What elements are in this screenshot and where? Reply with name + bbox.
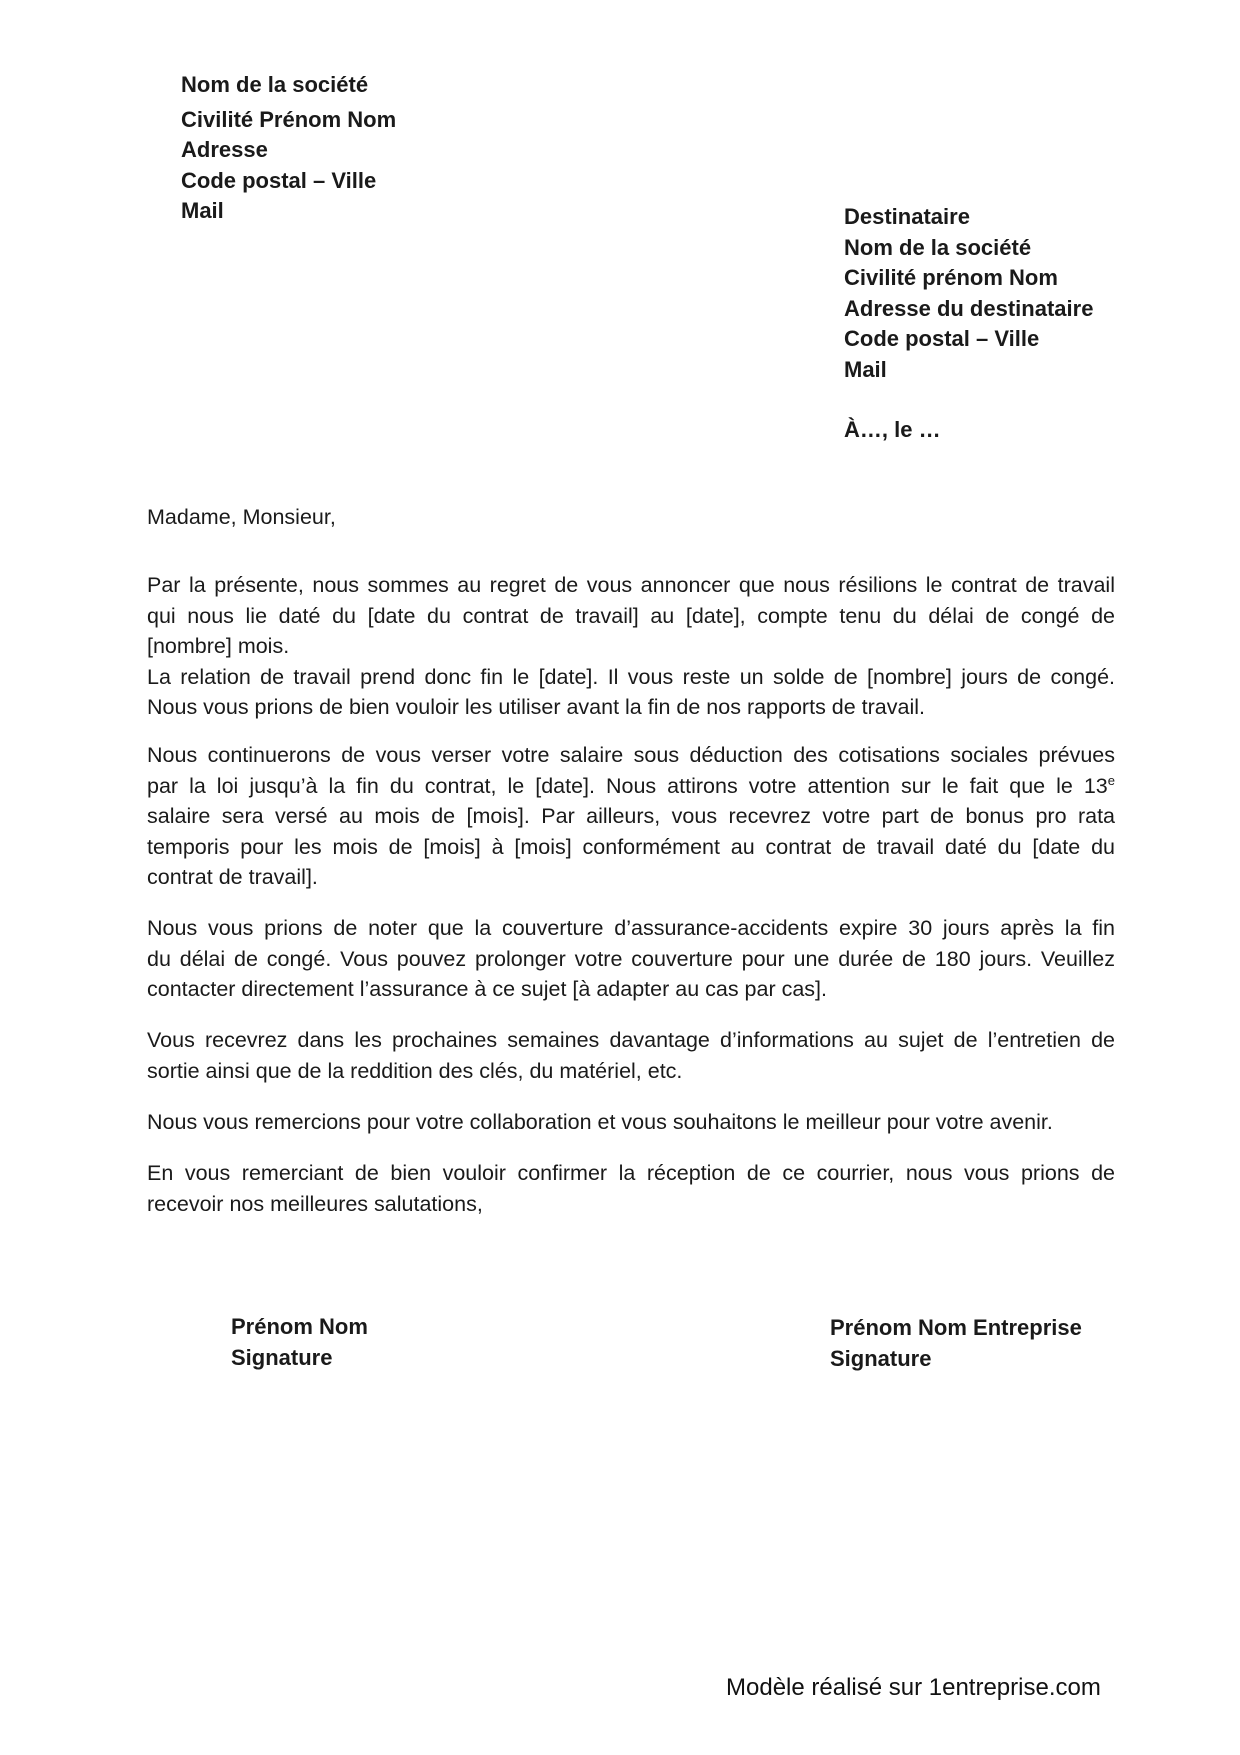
- signature-right-name: Prénom Nom Entreprise: [830, 1315, 1082, 1340]
- recipient-company: Nom de la société: [844, 234, 1032, 260]
- paragraph-line-text: par la loi jusqu’à la fin du contrat, le [date]. Nous attirons votre attention sur le fait que le 13: [147, 773, 1108, 798]
- salutation: Madame, Monsieur,: [147, 505, 336, 529]
- paragraph-termination: [147, 570, 1115, 723]
- signature-left-name: Prénom Nom: [231, 1314, 368, 1339]
- sender-address: Adresse: [181, 137, 268, 162]
- paragraph-salary: [147, 740, 1115, 893]
- recipient-block: [844, 202, 1093, 446]
- paragraph-thanks: [147, 1107, 1115, 1138]
- sender-mail: Mail: [181, 198, 224, 223]
- paragraph-line: Par la présente, nous sommes au regret de vous annoncer que nous résilions le contrat de travail: [147, 573, 1115, 597]
- paragraph-line: Vous recevrez dans les prochaines semaines davantage d’informations au sujet de l’entretien de: [147, 1028, 1115, 1052]
- paragraph-exit-interview: [147, 1025, 1115, 1086]
- paragraph-line: Nous vous prions de bien vouloir les utiliser avant la fin de nos rapports de travail.: [147, 695, 925, 719]
- paragraph-line: [147, 771, 1115, 802]
- paragraph-line: Nous vous prions de noter que la couverture d’assurance-accidents expire 30 jours après la fin: [147, 916, 1115, 940]
- paragraph-insurance: [147, 913, 1115, 1005]
- paragraph-line: temporis pour les mois de [mois] à [mois] conformément au contrat de travail daté du [date du: [147, 834, 1115, 859]
- sender-city: Code postal – Ville: [181, 167, 377, 193]
- paragraph-line: sortie ainsi que de la reddition des clés, du matériel, etc.: [147, 1058, 683, 1083]
- recipient-city: Code postal – Ville: [844, 326, 1040, 351]
- place-date: À…, le …: [844, 417, 941, 442]
- paragraph-line: En vous remerciant de bien vouloir confirmer la réception de ce courrier, nous vous prions de: [147, 1161, 1115, 1185]
- paragraph-line: qui nous lie daté du [date du contrat de travail] au [date], compte tenu du délai de congé de: [147, 603, 1115, 628]
- sender-name: Civilité Prénom Nom: [181, 106, 397, 132]
- paragraph-closing: [147, 1158, 1115, 1219]
- footer-credit: Modèle réalisé sur 1entreprise.com: [726, 1674, 1101, 1701]
- paragraph-line: salaire sera versé au mois de [mois]. Par ailleurs, vous recevrez votre part de bonus pro rata: [147, 804, 1115, 828]
- paragraph-line: Nous vous remercions pour votre collaboration et vous souhaitons le meilleur pour votre avenir.: [147, 1110, 1053, 1134]
- ordinal-superscript: e: [1107, 772, 1115, 788]
- recipient-label: Destinataire: [844, 204, 970, 229]
- signature-right-label: Signature: [830, 1345, 932, 1371]
- signature-left: [231, 1312, 368, 1373]
- sender-company: Nom de la société: [181, 72, 369, 97]
- paragraph-line: recevoir nos meilleures salutations,: [147, 1191, 483, 1216]
- paragraph-line: Nous continuerons de vous verser votre salaire sous déduction des cotisations sociales prévues: [147, 743, 1115, 767]
- paragraph-line: du délai de congé. Vous pouvez prolonger votre couverture pour une durée de 180 jours. Veuillez: [147, 946, 1115, 971]
- paragraph-line: [nombre] mois.: [147, 634, 290, 658]
- signature-right: [830, 1313, 1082, 1374]
- paragraph-line: contacter directement l’assurance à ce sujet [à adapter au cas par cas].: [147, 977, 828, 1001]
- recipient-name: Civilité prénom Nom: [844, 265, 1058, 290]
- paragraph-line: La relation de travail prend donc fin le [date]. Il vous reste un solde de [nombre] jours de congé.: [147, 664, 1115, 689]
- recipient-mail: Mail: [844, 356, 887, 382]
- paragraph-line: contrat de travail].: [147, 865, 318, 889]
- recipient-address: Adresse du destinataire: [844, 295, 1094, 321]
- signature-left-label: Signature: [231, 1344, 333, 1370]
- sender-block: [181, 70, 396, 227]
